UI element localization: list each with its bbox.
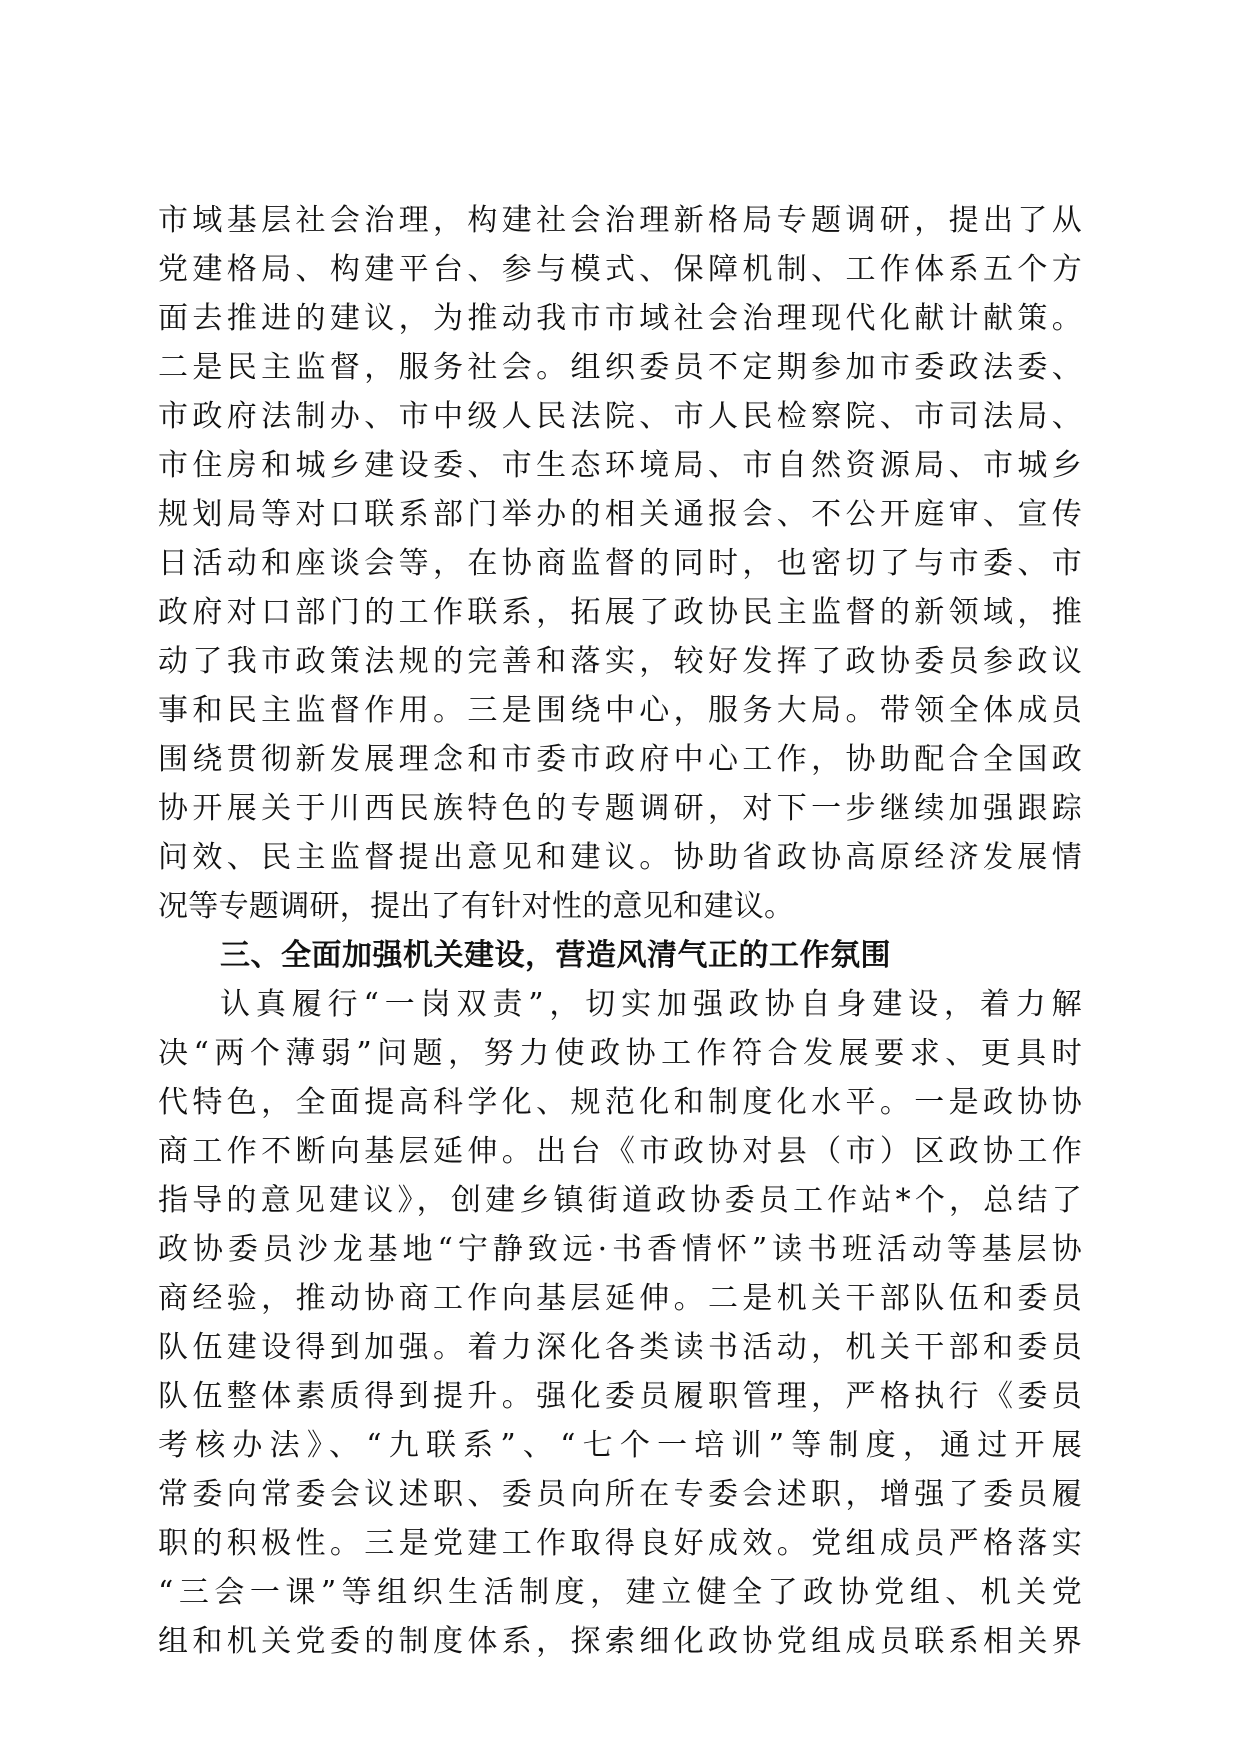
text-line: 指导的意见建议》，创建乡镇街道政协委员工作站*个，总结了 xyxy=(158,1183,1082,1218)
text-line: 面去推进的建议，为推动我市市域社会治理现代化献计献策。 xyxy=(158,301,1082,336)
text-line: 况等专题调研，提出了有针对性的意见和建议。 xyxy=(158,889,795,924)
text-line: 市政府法制办、市中级人民法院、市人民检察院、市司法局、 xyxy=(158,399,1082,434)
text-line: 二是民主监督，服务社会。组织委员不定期参加市委政法委、 xyxy=(158,350,1082,385)
text-line: 常委向常委会议述职、委员向所在专委会述职，增强了委员履 xyxy=(158,1477,1082,1512)
text-line: 代特色，全面提高科学化、规范化和制度化水平。一是政协协 xyxy=(158,1085,1082,1120)
text-line: 队伍建设得到加强。着力深化各类读书活动，机关干部和委员 xyxy=(158,1330,1082,1365)
text-line: 政府对口部门的工作联系，拓展了政协民主监督的新领域，推 xyxy=(158,595,1082,630)
text-line: “三会一课”等组织生活制度，建立健全了政协党组、机关党 xyxy=(158,1575,1082,1610)
text-line: 协开展关于川西民族特色的专题调研，对下一步继续加强跟踪 xyxy=(158,791,1082,826)
text-line: 商经验，推动协商工作向基层延伸。二是机关干部队伍和委员 xyxy=(158,1281,1082,1316)
section-heading: 三、全面加强机关建设，营造风清气正的工作氛围 xyxy=(220,938,891,973)
text-line: 认真履行“一岗双责”，切实加强政协自身建设，着力解 xyxy=(220,987,1082,1022)
text-line: 动了我市政策法规的完善和落实，较好发挥了政协委员参政议 xyxy=(158,644,1082,679)
text-line: 党建格局、构建平台、参与模式、保障机制、工作体系五个方 xyxy=(158,252,1082,287)
text-line: 规划局等对口联系部门举办的相关通报会、不公开庭审、宣传 xyxy=(158,497,1082,532)
text-line: 商工作不断向基层延伸。出台《市政协对县（市）区政协工作 xyxy=(158,1134,1082,1169)
text-line: 问效、民主监督提出意见和建议。协助省政协高原经济发展情 xyxy=(158,840,1082,875)
text-line: 围绕贯彻新发展理念和市委市政府中心工作，协助配合全国政 xyxy=(158,742,1082,777)
document-body xyxy=(158,196,1082,1666)
text-line: 队伍整体素质得到提升。强化委员履职管理，严格执行《委员 xyxy=(158,1379,1082,1414)
paragraph-organ-building xyxy=(158,980,1082,1666)
paragraph-party-building-continued xyxy=(158,196,1082,931)
text-line: 组和机关党委的制度体系，探索细化政协党组成员联系相关界 xyxy=(158,1624,1082,1659)
text-line: 日活动和座谈会等，在协商监督的同时，也密切了与市委、市 xyxy=(158,546,1082,581)
text-line: 市域基层社会治理，构建社会治理新格局专题调研，提出了从 xyxy=(158,203,1082,238)
text-line: 政协委员沙龙基地“宁静致远·书香情怀”读书班活动等基层协 xyxy=(158,1232,1082,1267)
text-line: 考核办法》、“九联系”、“七个一培训”等制度，通过开展 xyxy=(158,1428,1082,1463)
text-line: 决“两个薄弱”问题，努力使政协工作符合发展要求、更具时 xyxy=(158,1036,1082,1071)
text-line: 市住房和城乡建设委、市生态环境局、市自然资源局、市城乡 xyxy=(158,448,1082,483)
text-line: 事和民主监督作用。三是围绕中心，服务大局。带领全体成员 xyxy=(158,693,1082,728)
text-line: 职的积极性。三是党建工作取得良好成效。党组成员严格落实 xyxy=(158,1526,1082,1561)
